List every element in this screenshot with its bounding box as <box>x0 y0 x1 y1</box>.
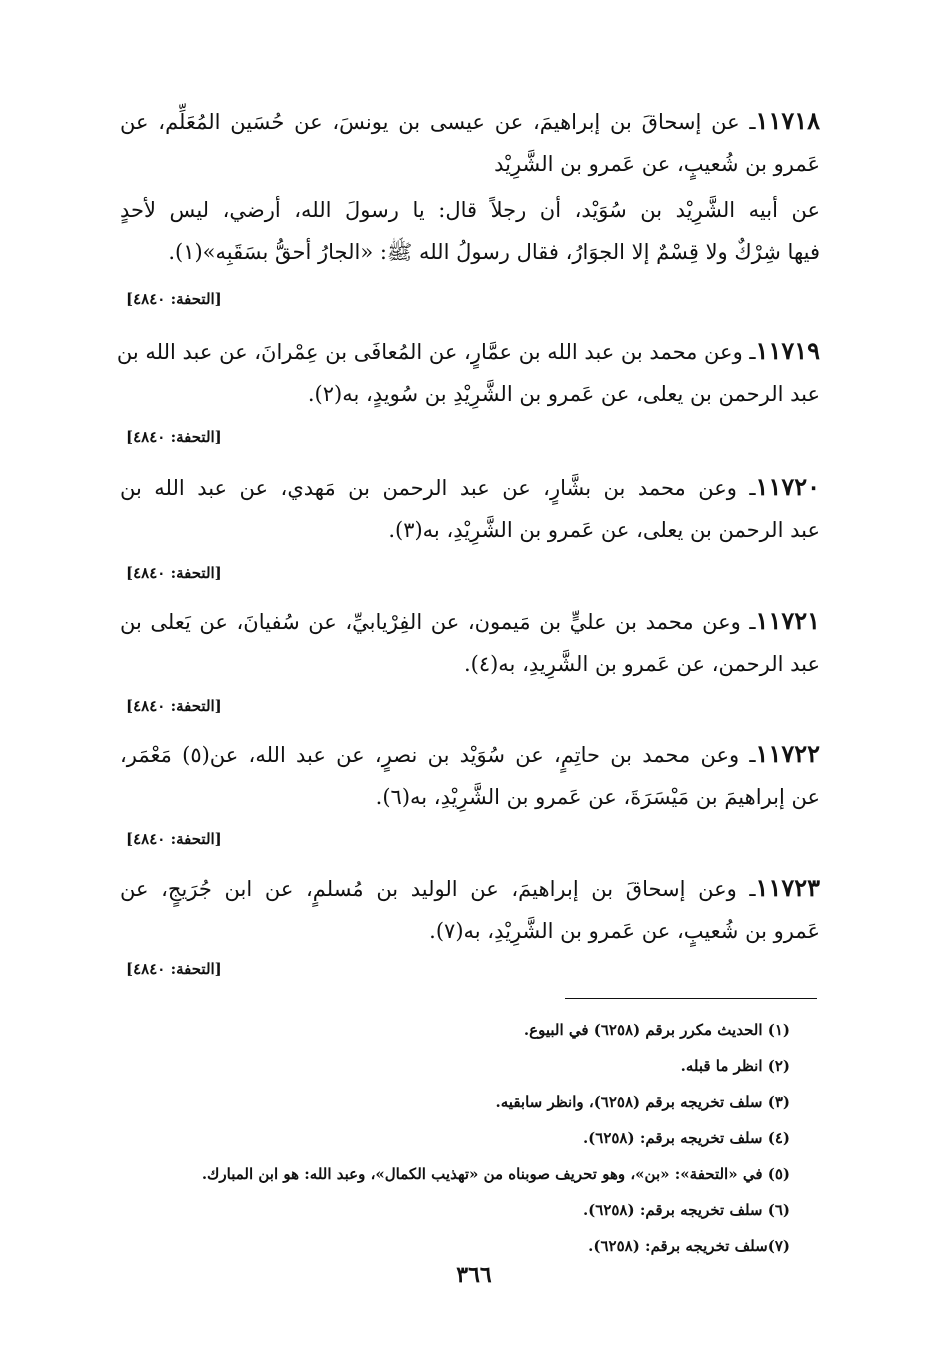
entry-line <box>120 100 820 143</box>
entry-text: ـ وعن محمد بن عليٍّ بن مَيمون، عن الفِرْيابيِّ، عن سُفيانَ، عن يَعلى بن <box>120 610 756 634</box>
hadith-number: ١١٧١٩ <box>755 336 820 365</box>
entry-line <box>120 466 820 509</box>
entry-line: عن إبراهيمَ بن مَيْسَرَةَ، عن عَمرو بن الشَّرِيْدِ، به(٦). <box>375 785 820 809</box>
hadith-number: ١١٧٢٠ <box>755 472 820 501</box>
entry-line <box>120 733 820 776</box>
tuhfa-reference: [التحفة: ٤٨٤٠] <box>126 290 222 308</box>
entry-line <box>120 867 820 910</box>
tuhfa-reference: [التحفة: ٤٨٤٠] <box>126 564 222 582</box>
entry-text: ـ وعن محمد بن عبد الله بن عمَّارٍ، عن المُعافَى بن عِمْرانَ، عن عبد الله بن <box>116 340 756 364</box>
footnote: (٥) في «التحفة»: «بن»، وهو تحريف صوبناه من «تهذيب الكمال»، وعبد الله: هو ابن المبارك. <box>201 1165 790 1183</box>
page-number: ٣٦٦ <box>456 1262 492 1288</box>
hadith-number: ١١٧٢٣ <box>755 873 820 902</box>
hadith-entry-11723 <box>120 867 820 952</box>
entry-text: ـ وعن محمد بن بشَّارٍ، عن عبد الرحمن بن مَهدي، عن عبد الله بن <box>120 476 756 500</box>
entry-line: عبد الرحمن، عن عَمرو بن الشَّرِيدِ، به(٤). <box>463 652 820 676</box>
hadith-number: ١١٧٢٢ <box>755 739 820 768</box>
entry-text: ـ وعن محمد بن حاتِمٍ، عن سُوَيْد بن نصرٍ، عن عبد الله، عن(٥) مَعْمَر، <box>120 743 756 767</box>
tuhfa-reference: [التحفة: ٤٨٤٠] <box>126 830 222 848</box>
footnote: (٤) سلف تخريجه برقم: (٦٢٥٨). <box>582 1129 790 1147</box>
hadith-number: ١١٧١٨ <box>755 106 820 135</box>
entry-line <box>120 600 820 643</box>
hadith-entry-11718 <box>120 100 820 273</box>
entry-line: عن أبيه الشَّرِيْد بن سُوَيْد، أن رجلاً قال: يا رسولَ الله، أرضي، ليس لأحدٍ <box>120 198 820 222</box>
entry-line: عبد الرحمن بن يعلى، عن عَمرو بن الشَّرِيْدِ، به(٣). <box>388 518 820 542</box>
tuhfa-reference: [التحفة: ٤٨٤٠] <box>126 960 222 978</box>
footnote-separator <box>565 998 817 999</box>
hadith-entry-11722 <box>120 733 820 818</box>
hadith-entry-11719 <box>116 330 820 415</box>
footnote: (٦) سلف تخريجه برقم: (٦٢٥٨). <box>582 1201 790 1219</box>
tuhfa-reference: [التحفة: ٤٨٤٠] <box>126 428 222 446</box>
entry-line: عبد الرحمن بن يعلى، عن عَمرو بن الشَّرِيْدِ بن سُويدٍ، به(٢). <box>307 382 820 406</box>
hadith-entry-11720 <box>120 466 820 551</box>
footnote: (٢) انظر ما قبله. <box>680 1057 790 1075</box>
footnote: (٣) سلف تخريجه برقم (٦٢٥٨)، وانظر سابقيه. <box>495 1093 790 1111</box>
footnotes <box>202 1012 790 1264</box>
entry-line: عَمرو بن شُعيبٍ، عن عَمرو بن الشَّرِيْد <box>494 152 820 176</box>
hadith-number: ١١٧٢١ <box>755 606 820 635</box>
entry-text: ـ وعن إسحاقَ بن إبراهيمَ، عن الوليد بن مُسلمٍ، عن ابن جُرَيجٍ، عن <box>120 877 756 901</box>
entry-line: عَمرو بن شُعيبٍ، عن عَمرو بن الشَّرِيْدِ، به(٧). <box>429 919 820 943</box>
entry-line <box>116 330 820 373</box>
tuhfa-reference: [التحفة: ٤٨٤٠] <box>126 697 222 715</box>
hadith-entry-11721 <box>120 600 820 685</box>
footnote: (١) الحديث مكرر برقم (٦٢٥٨) في البيوع. <box>523 1021 790 1039</box>
entry-text: ـ عن إسحاقَ بن إبراهيمَ، عن عيسى بن يونسَ، عن حُسَين المُعَلِّم، عن <box>120 110 756 134</box>
footnote: (٧)سلف تخريجه برقم: (٦٢٥٨). <box>588 1237 790 1255</box>
entry-line: فيها شِرْكٌ ولا قِسْمٌ إلا الجوَارُ، فقال رسولُ الله ﷺ: «الجارُ أحقُّ بسَقَبِه»(١). <box>168 240 820 264</box>
